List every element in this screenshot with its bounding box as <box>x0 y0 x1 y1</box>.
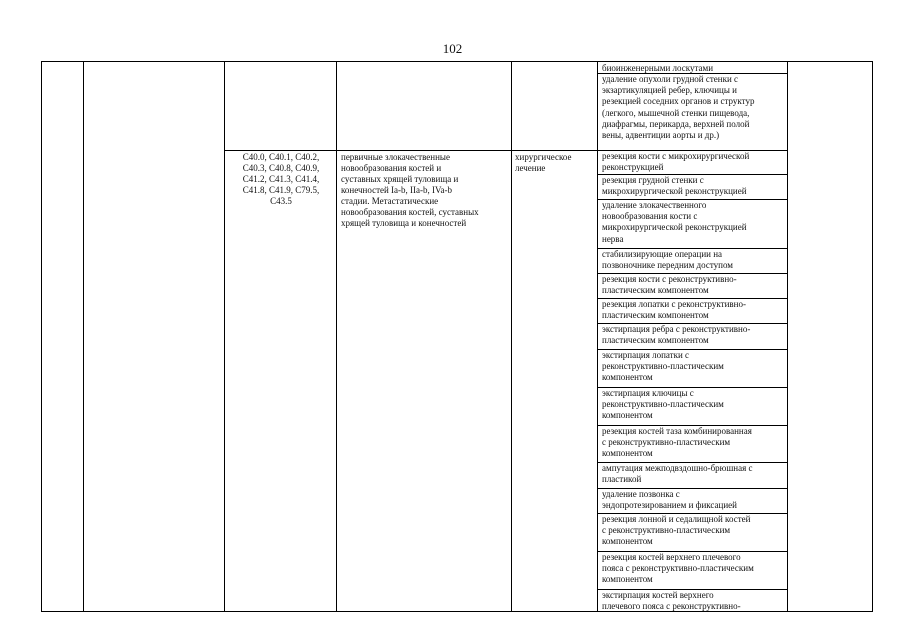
page-number: 102 <box>442 41 463 56</box>
procedure-item: резекция кости с реконструктивно- пластическим компонентом <box>602 274 737 296</box>
column-divider <box>597 62 598 611</box>
procedure-item: ампутация межподвздошно-брюшная с пластикой <box>602 463 753 485</box>
procedure-item: экстирпация костей верхнего плечевого пояса с реконструктивно- <box>602 590 741 612</box>
procedure-item: удаление злокачественного новообразования кости с микрохирургической реконструкцией нерва <box>602 200 747 244</box>
treatment-type: хирургическое лечение <box>515 152 572 173</box>
procedure-item: экстирпация лопатки с реконструктивно-пластическим компонентом <box>602 350 724 383</box>
procedure-item: удаление позвонка с эндопротезированием и фиксацией <box>602 489 737 511</box>
procedure-item: удаление опухоли грудной стенки с экзартикуляцией ребер, ключицы и резекцией соседних органов и структур (легкого, мышечной стенки пищевода, диафрагмы, перикарда, верхней полой вены, адвентиции аорты и др.) <box>602 74 755 141</box>
procedure-item: экстирпация ключицы с реконструктивно-пластическим компонентом <box>602 388 724 421</box>
column-divider <box>336 62 337 611</box>
procedure-item: резекция грудной стенки с микрохирургической реконструкцией <box>602 175 747 197</box>
procedure-item: экстирпация ребра с реконструктивно- пластическим компонентом <box>602 324 751 346</box>
diagnosis-codes: C40.0, C40.1, C40.2, C40.3, C40.8, C40.9, C41.2, C41.3, C41.4, C41.8, C41.9, C79.5, C43.5 <box>242 152 320 206</box>
procedure-item: резекция костей таза комбинированная с реконструктивно-пластическим компонентом <box>602 426 752 459</box>
procedure-item: биоинженерными лоскутами <box>602 63 714 73</box>
column-divider <box>511 62 512 611</box>
procedure-item: резекция лонной и седалищной костей с реконструктивно-пластическим компонентом <box>602 514 751 547</box>
column-divider <box>83 62 84 611</box>
diagnosis-description: первичные злокачественные новообразования костей и суставных хрящей туловища и конечностей Ia-b, IIa-b, IVa-b стадии. Метастатические новообразования костей, суставных хрящей туловища и конечностей <box>341 152 479 228</box>
procedure-item: стабилизирующие операции на позвоночнике передним доступом <box>602 249 733 271</box>
column-divider <box>224 62 225 611</box>
procedure-item: резекция лопатки с реконструктивно- пластическим компонентом <box>602 299 746 321</box>
procedure-item: резекция костей верхнего плечевого пояса с реконструктивно-пластическим компонентом <box>602 552 754 585</box>
procedure-item: резекция кости с микрохирургической реконструкцией <box>602 151 750 173</box>
procedure-table <box>41 61 873 612</box>
